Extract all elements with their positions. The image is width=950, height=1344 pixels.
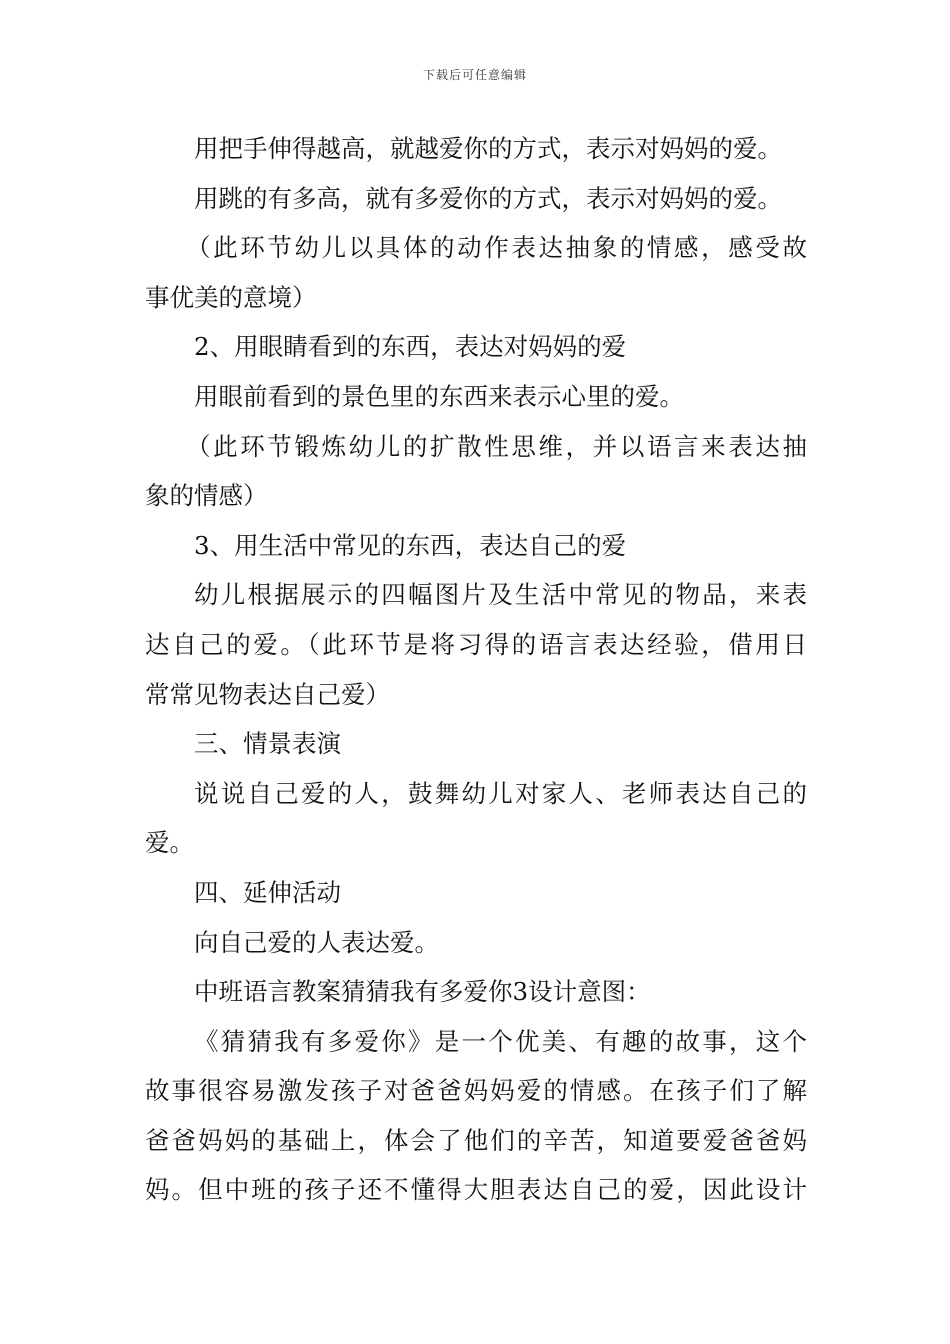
paragraph-line: 用把手伸得越高，就越爱你的方式，表示对妈妈的爱。 [194,134,782,163]
paragraph-line: 幼儿根据展示的四幅图片及生活中常见的物品，来表 [194,580,807,610]
section-heading: 中班语言教案猜猜我有多爱你3设计意图： [194,977,651,1007]
paragraph-line: 说说自己爱的人，鼓舞幼儿对家人、老师表达自己的 [194,778,807,808]
section-heading: 三、情景表演 [194,729,341,759]
paragraph-line: 象的情感） [145,481,268,511]
paragraph-line: 事优美的意境） [145,282,317,312]
page-header-note: 下载后可任意编辑 [422,68,527,82]
paragraph-line: 爸爸妈妈的基础上，体会了他们的辛苦，知道要爱爸爸妈 [145,1125,807,1155]
section-heading: 四、延伸活动 [194,877,341,907]
paragraph-line: （此环节幼儿以具体的动作表达抽象的情感，感受故 [186,233,807,263]
paragraph-line: （此环节锻炼幼儿的扩散性思维，并以语言来表达抽 [186,431,807,461]
paragraph-line: 常常见物表达自己爱） [145,679,390,709]
document-body [145,124,807,1215]
paragraph-line: 故事很容易激发孩子对爸爸妈妈爱的情感。在孩子们了解 [145,1076,807,1106]
paragraph-line: 用跳的有多高，就有多爱你的方式，表示对妈妈的爱。 [194,183,782,213]
paragraph-line: 达自己的爱。（此环节是将习得的语言表达经验，借用日 [145,629,807,659]
paragraph-line: 《猜猜我有多爱你》是一个优美、有趣的故事，这个 [194,1026,807,1056]
paragraph-line: 2、用眼睛看到的东西，表达对妈妈的爱 [194,332,627,362]
paragraph-line: 爱。 [145,828,194,858]
paragraph-line: 用眼前看到的景色里的东西来表示心里的爱。 [194,381,684,411]
paragraph-line: 3、用生活中常见的东西，表达自己的爱 [194,530,627,560]
paragraph-line: 妈。但中班的孩子还不懂得大胆表达自己的爱，因此设计 [145,1175,807,1205]
paragraph-line: 向自己爱的人表达爱。 [194,927,439,957]
